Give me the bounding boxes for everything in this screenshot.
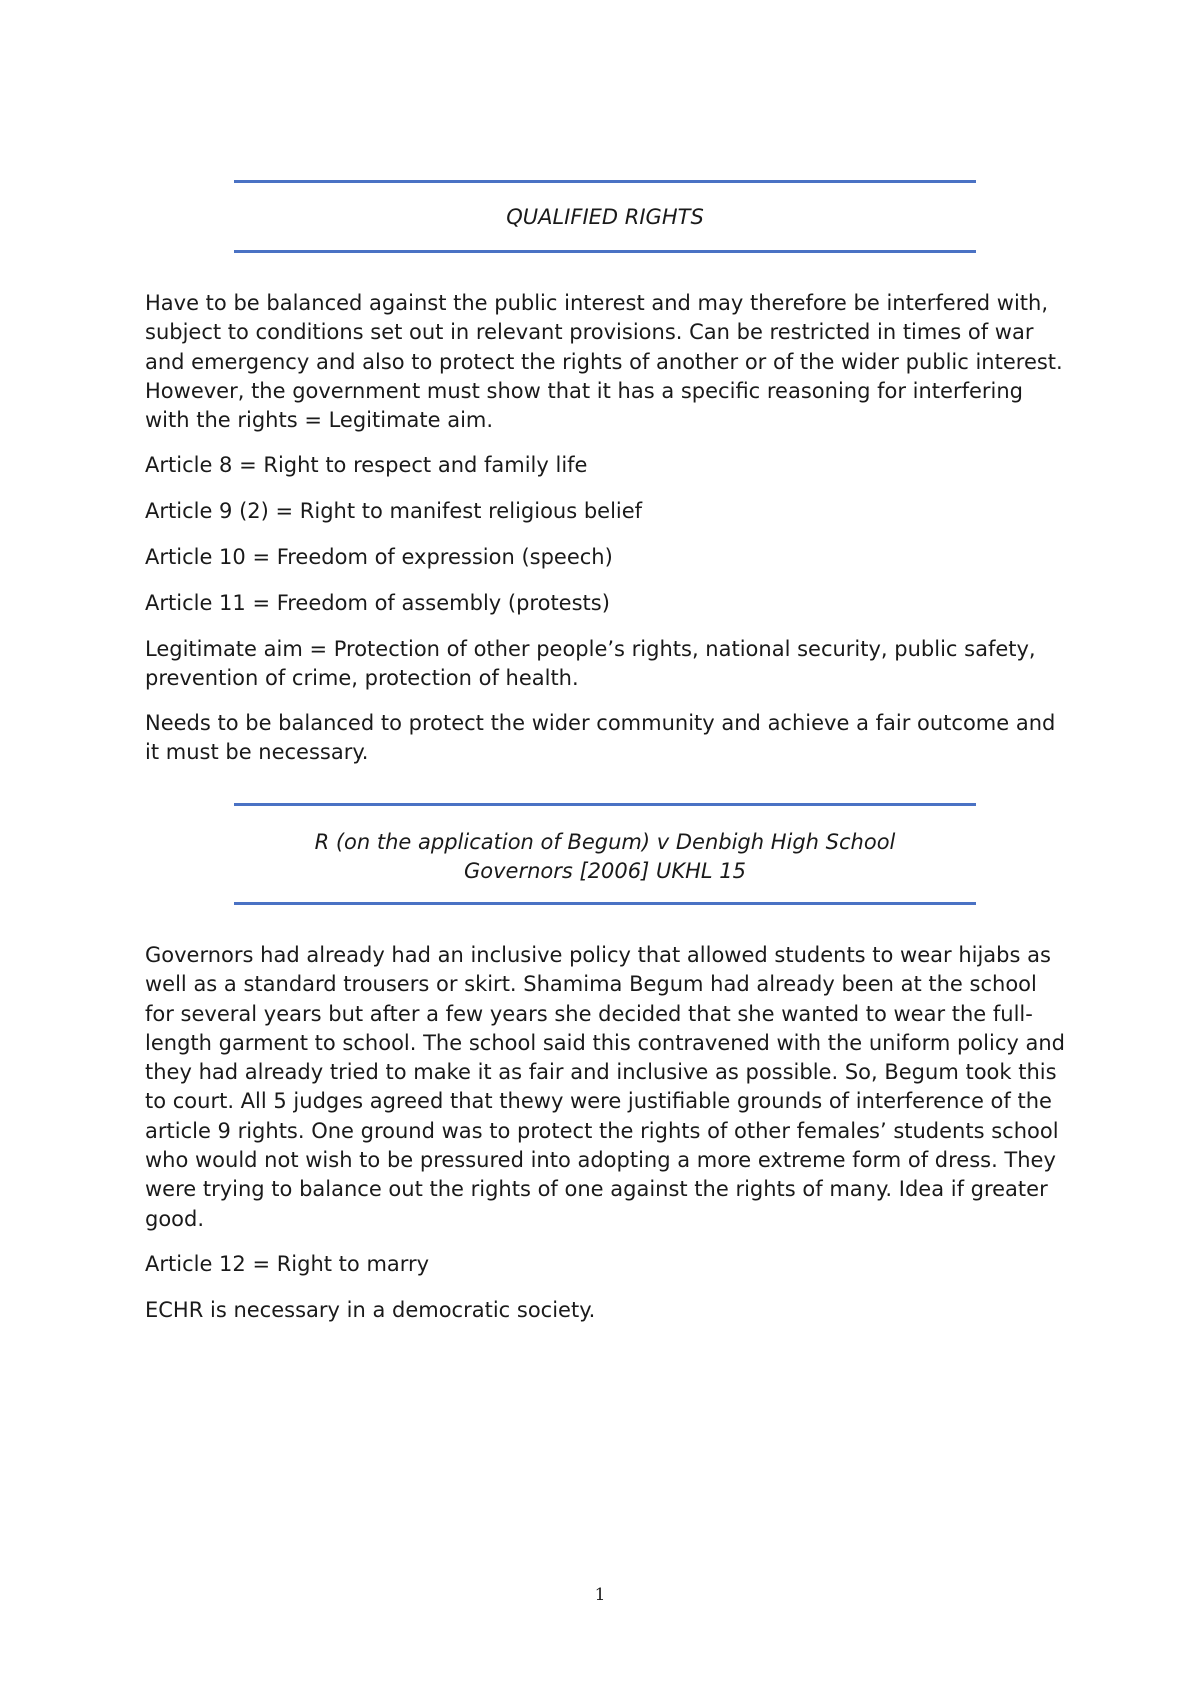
article-9-line: Article 9 (2) = Right to manifest religious belief — [145, 499, 643, 523]
needs-balanced-paragraph: Needs to be balanced to protect the wider community and achieve a fair outcome and it must be necessary. — [145, 711, 1056, 765]
case-title-line-2: Governors [2006] UKHL 15 — [463, 859, 747, 883]
case-heading — [234, 803, 976, 905]
article-11-line: Article 11 = Freedom of assembly (protests) — [145, 591, 610, 615]
intro-paragraph: Have to be balanced against the public interest and may therefore be interfered with, subject to conditions set out in relevant provisions. Can be restricted in times of war and emergency and also to protect the rights of another or of the wider public interest. However, the government must show that it has a specific reasoning for interfering with the rights = Legitimate aim. — [145, 291, 1063, 433]
heading-text: QUALIFIED RIGHTS — [506, 205, 704, 229]
case-summary-paragraph: Governors had already had an inclusive policy that allowed students to wear hijabs as well as a standard trousers or skirt. Shamima Begum had already been at the school for several years but after a few years she decided that she wanted to wear the full-length garment to school. The school said this contravened with the uniform policy and they had already tried to make it as fair and inclusive as possible. So, Begum took this to court. All 5 judges agreed that thewy were justifiable grounds of interference of the article 9 rights. One ground was to protect the rights of other females’ students school who would not wish to be pressured into adopting a more extreme form of dress. They were trying to balance out the rights of one against the rights of many. Idea if greater good. — [145, 943, 1065, 1231]
section-heading-qualified-rights — [234, 180, 976, 253]
article-12-line: Article 12 = Right to marry — [145, 1252, 430, 1276]
case-title-line-1: R (on the application of Begum) v Denbigh High School — [314, 830, 896, 854]
article-8-line: Article 8 = Right to respect and family life — [145, 453, 588, 477]
page-number: 1 — [594, 1585, 606, 1605]
article-10-line: Article 10 = Freedom of expression (speech) — [145, 545, 613, 569]
legitimate-aim-paragraph: Legitimate aim = Protection of other people’s rights, national security, public safety, prevention of crime, protection of health. — [145, 637, 1036, 691]
echr-line: ECHR is necessary in a democratic society. — [145, 1298, 596, 1322]
